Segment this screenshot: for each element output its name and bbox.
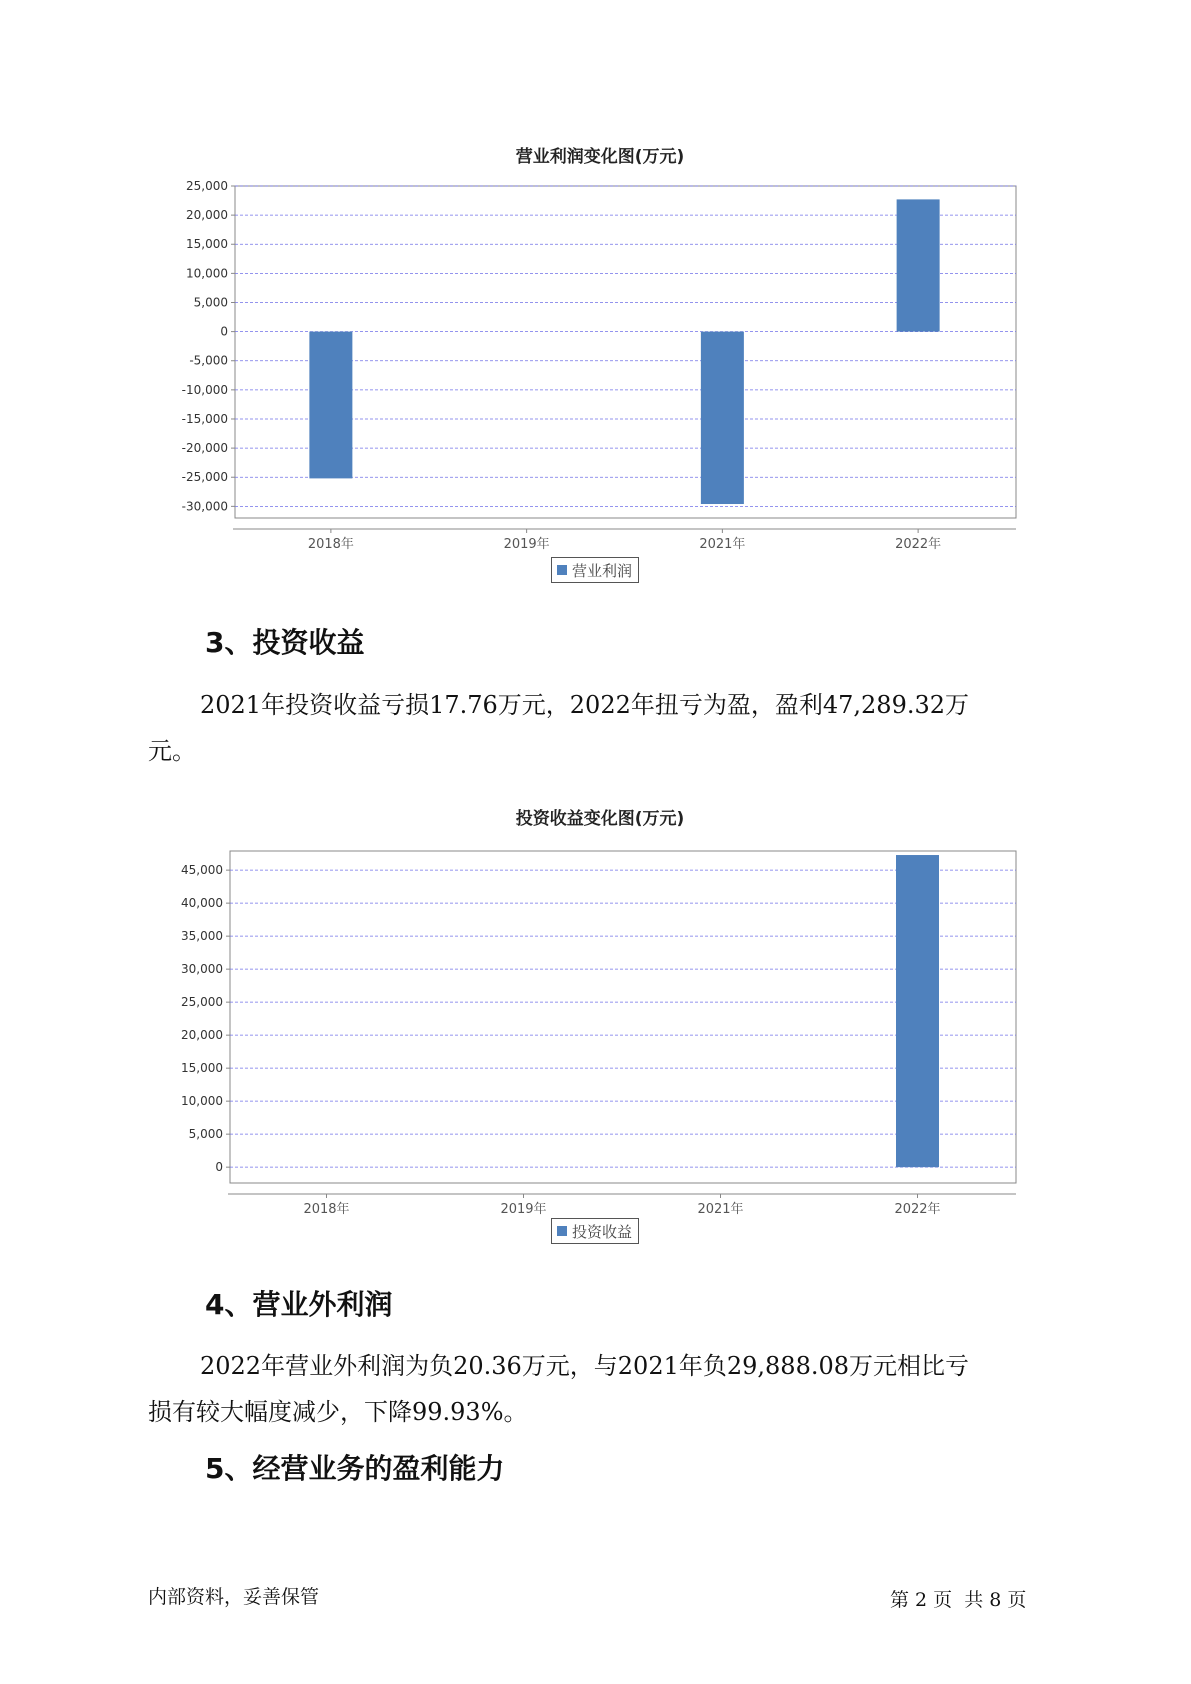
chart1-ytick-label: -10,000 [181,382,228,397]
section3-para-line1: 2021年投资收益亏损17.76万元，2022年扭亏为盈，盈利47,289.32万 [200,691,970,719]
chart1-ytick-label: -30,000 [181,499,228,514]
chart2-title: 投资收益变化图(万元) [515,809,685,829]
chart1-ytick-label: 5,000 [193,295,228,310]
chart1-xtick-label: 2018年 [307,537,354,552]
chart2-ytick-label: 45,000 [181,863,223,878]
chart2-legend [551,1218,639,1244]
chart2-ytick-label: 5,000 [188,1127,223,1142]
chart1-ytick-label: 0 [220,324,228,339]
chart1-xtick-label: 2019年 [503,537,550,552]
footer-page-number: 第 2 页 共 8 页 [890,1589,1027,1611]
chart2-ytick-label: 35,000 [181,929,223,944]
section4-para-line2: 损有较大幅度减少，下降99.93%。 [148,1398,528,1426]
section3-heading: 3、投资收益 [205,626,365,659]
chart1-xtick-label: 2021年 [699,537,746,552]
chart1-ytick-label: 15,000 [186,237,228,252]
section5-heading: 5、经营业务的盈利能力 [205,1452,505,1485]
chart2-ytick-label: 20,000 [181,1028,223,1043]
chart1-legend-label: 营业利润 [572,561,633,580]
chart2-xtick-label: 2019年 [500,1202,547,1217]
chart1-ytick-label: -25,000 [181,470,228,485]
chart2-ytick-label: 0 [215,1160,223,1175]
chart1-title: 营业利润变化图(万元) [515,147,685,167]
chart2-xtick-label: 2018年 [303,1202,350,1217]
chart2-ytick-label: 30,000 [181,962,223,977]
chart2-bar-3 [896,855,939,1167]
chart2-ytick-label: 25,000 [181,995,223,1010]
section4-heading: 4、营业外利润 [205,1288,393,1321]
chart1-ytick-label: -15,000 [181,411,228,426]
chart2-legend-label: 投资收益 [572,1222,633,1241]
footer-confidential-note: 内部资料，妥善保管 [148,1586,320,1608]
chart2-legend-swatch [557,1226,567,1236]
chart1-ytick-label: 25,000 [186,179,228,193]
chart1-ytick-label: -20,000 [181,441,228,456]
section3-para-line2: 元。 [148,737,196,765]
chart2-xtick-label: 2022年 [894,1202,941,1217]
chart2-ytick-label: 40,000 [181,896,223,911]
chart2-ytick-label: 10,000 [181,1094,223,1109]
chart1-ytick-label: 20,000 [186,208,228,223]
chart2-xtick-label: 2021年 [697,1202,744,1217]
chart2-ytick-label: 15,000 [181,1061,223,1076]
chart1-xtick-label: 2022年 [895,537,942,552]
section4-paragraph [148,1343,1048,1435]
chart1-ytick-label: 10,000 [186,266,228,281]
chart1-ytick-label: -5,000 [189,353,228,368]
section4-para-line1: 2022年营业外利润为负20.36万元，与2021年负29,888.08万元相比亏 [200,1352,970,1380]
